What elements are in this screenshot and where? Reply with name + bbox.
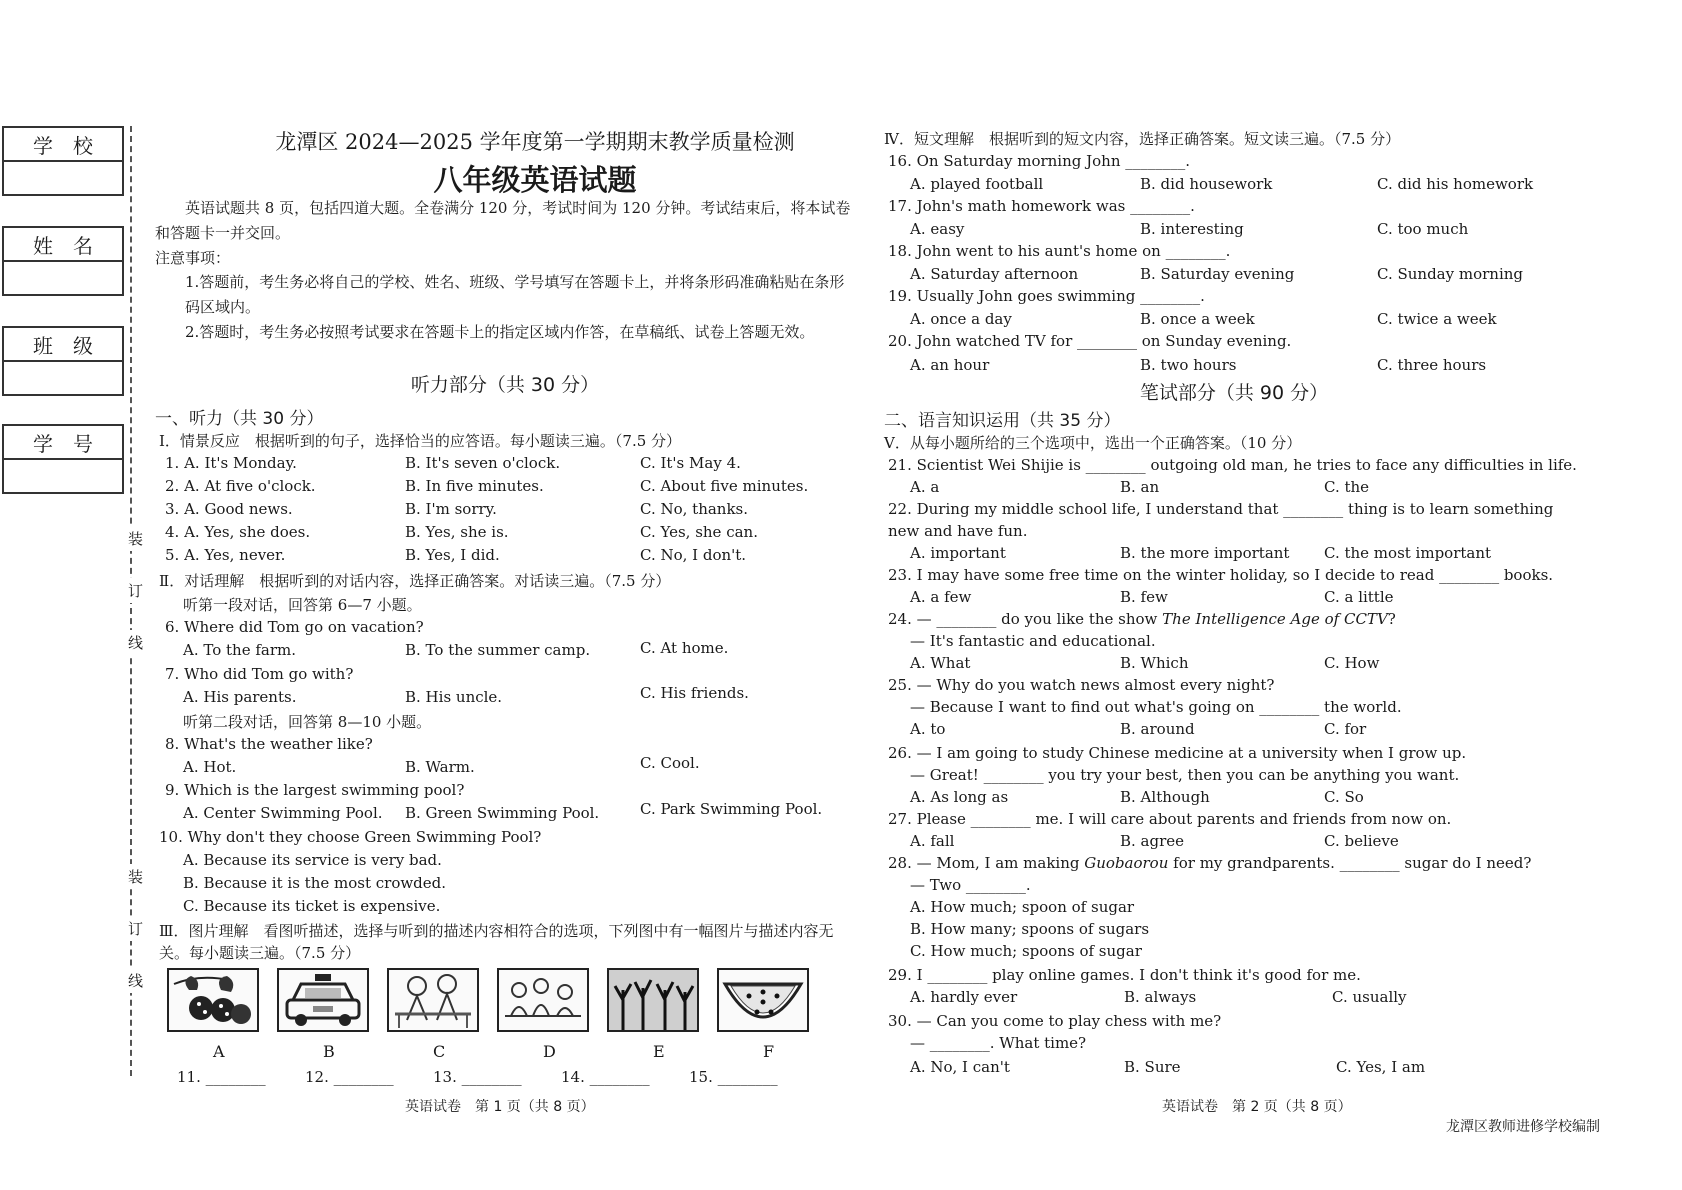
q28-option-c: C. How much; spoons of sugar	[910, 942, 1142, 960]
q17-option-b: B. interesting	[1140, 220, 1244, 238]
q28-reply: — Two ________.	[910, 876, 1031, 894]
q7-option-c: C. His friends.	[640, 684, 749, 702]
q26-stem: 26. — I am going to study Chinese medicine at a university when I grow up.	[888, 744, 1467, 762]
dialogue-2-intro: 听第二段对话，回答第 8—10 小题。	[183, 713, 432, 731]
q24-option-b: B. Which	[1120, 654, 1189, 672]
binding-char: 装	[128, 526, 143, 551]
q4-option-b: B. Yes, she is.	[405, 523, 509, 541]
q27-option-c: C. believe	[1324, 832, 1399, 850]
section-3-heading: Ⅲ．图片理解 看图听描述，选择与听到的描述内容相符合的选项，下列图中有一幅图片与描述内容无关。每小题读三遍。（7.5 分）	[159, 922, 834, 962]
q25-option-c: C. for	[1324, 720, 1367, 738]
q2-option-b: B. In five minutes.	[405, 477, 544, 495]
picture-family	[497, 968, 589, 1032]
notes-heading: 注意事项：	[155, 249, 231, 267]
q9-option-b: B. Green Swimming Pool.	[405, 804, 600, 822]
family-illustration	[499, 970, 587, 1030]
section-4-heading: Ⅳ．短文理解 根据听到的短文内容，选择正确答案。短文读三遍。（7.5 分）	[884, 130, 1401, 148]
q8-option-b: B. Warm.	[405, 758, 475, 776]
q28-dish-name: Guobaorou	[1084, 854, 1169, 872]
q24-show-title: The Intelligence Age of CCTV	[1162, 610, 1388, 628]
q18-option-c: C. Sunday morning	[1377, 265, 1524, 283]
q30-option-a: A. No, I can't	[910, 1058, 1010, 1076]
binding-char: 装	[128, 864, 143, 889]
q5-option-b: B. Yes, I did.	[405, 546, 500, 564]
class-label: 班 级	[4, 328, 122, 362]
q20-option-a: A. an hour	[910, 356, 990, 374]
q22-option-b: B. the more important	[1120, 544, 1290, 562]
answer-blank-14: 14. ________	[561, 1068, 650, 1086]
exam-title: 龙潭区 2024—2025 学年度第一学期期末教学质量检测	[275, 130, 795, 154]
q9-option-a: A. Center Swimming Pool.	[183, 804, 383, 822]
q25-option-b: B. around	[1120, 720, 1195, 738]
q23-option-a: A. a few	[910, 588, 972, 606]
q25-reply: — Because I want to find out what's going on ________ the world.	[910, 698, 1402, 716]
number-blank	[4, 460, 122, 492]
note-2: 2.答题时，考生务必按照考试要求在答题卡上的指定区域内作答，在草稿纸、试卷上答题无效。	[185, 323, 815, 341]
q16-option-a: A. played football	[910, 175, 1044, 193]
q20-option-b: B. two hours	[1140, 356, 1237, 374]
q10-option-b: B. Because it is the most crowded.	[183, 874, 447, 892]
q9-stem: 9. Which is the largest swimming pool?	[165, 781, 465, 799]
q16-option-b: B. did housework	[1140, 175, 1273, 193]
q2-option-c: C. About five minutes.	[640, 477, 809, 495]
page-1-footer: 英语试卷 第 1 页（共 8 页）	[405, 1099, 595, 1115]
q21-option-c: C. the	[1324, 478, 1370, 496]
q22-option-a: A. important	[910, 544, 1006, 562]
picture-label-f: F	[763, 1042, 775, 1061]
q8-stem: 8. What's the weather like?	[165, 735, 373, 753]
q26-reply: — Great! ________ you try your best, then you can be anything you want.	[910, 766, 1460, 784]
q28-stem	[888, 854, 1531, 872]
section-2-heading: Ⅱ．对话理解 根据听到的对话内容，选择正确答案。对话读三遍。（7.5 分）	[159, 572, 671, 590]
q19-option-c: C. twice a week	[1377, 310, 1497, 328]
q28-stem-end: for my grandparents. ________ sugar do I need?	[1173, 854, 1532, 872]
q18-option-b: B. Saturday evening	[1140, 265, 1295, 283]
q2-option-a: 2. A. At five o'clock.	[165, 477, 316, 495]
q30-stem: 30. — Can you come to play chess with me?	[888, 1012, 1222, 1030]
q1-option-a: 1. A. It's Monday.	[165, 454, 297, 472]
q26-option-a: A. As long as	[910, 788, 1009, 806]
q7-option-a: A. His parents.	[183, 688, 297, 706]
q24-option-a: A. What	[910, 654, 971, 672]
name-blank	[4, 262, 122, 294]
q24-reply: — It's fantastic and educational.	[910, 632, 1156, 650]
q21-option-a: A. a	[910, 478, 940, 496]
q20-option-c: C. three hours	[1377, 356, 1487, 374]
name-label: 姓 名	[4, 228, 122, 262]
q17-stem: 17. John's math homework was ________.	[888, 197, 1195, 215]
q18-stem: 18. John went to his aunt's home on ________.	[888, 242, 1231, 260]
q30-option-b: B. Sure	[1124, 1058, 1181, 1076]
q8-option-c: C. Cool.	[640, 754, 700, 772]
q19-option-b: B. once a week	[1140, 310, 1255, 328]
picture-strawberries	[167, 968, 259, 1032]
q28-option-b: B. How many; spoons of sugars	[910, 920, 1150, 938]
q6-option-a: A. To the farm.	[183, 641, 296, 659]
answer-blank-15: 15. ________	[689, 1068, 778, 1086]
class-box	[2, 326, 124, 396]
q27-option-a: A. fall	[910, 832, 955, 850]
picture-taxi	[277, 968, 369, 1032]
page-2-footer: 英语试卷 第 2 页（共 8 页）	[1162, 1099, 1352, 1115]
q17-option-c: C. too much	[1377, 220, 1469, 238]
q22-option-c: C. the most important	[1324, 544, 1492, 562]
q10-stem: 10. Why don't they choose Green Swimming Pool?	[159, 828, 542, 846]
q8-option-a: A. Hot.	[183, 758, 237, 776]
q28-option-a: A. How much; spoon of sugar	[910, 898, 1135, 916]
q7-stem: 7. Who did Tom go with?	[165, 665, 354, 683]
q3-option-b: B. I'm sorry.	[405, 500, 497, 518]
writing-heading: 笔试部分（共 90 分）	[1139, 382, 1329, 404]
q24-option-c: C. How	[1324, 654, 1380, 672]
answer-blank-11: 11. ________	[177, 1068, 266, 1086]
q3-option-c: C. No, thanks.	[640, 500, 749, 518]
number-box	[2, 424, 124, 494]
school-label: 学 校	[4, 128, 122, 162]
class-blank	[4, 362, 122, 394]
q3-option-a: 3. A. Good news.	[165, 500, 293, 518]
exam-subtitle: 八年级英语试题	[433, 163, 637, 197]
q19-option-a: A. once a day	[910, 310, 1012, 328]
q6-option-c: C. At home.	[640, 639, 729, 657]
picture-trees	[607, 968, 699, 1032]
school-blank	[4, 162, 122, 194]
q21-stem: 21. Scientist Wei Shijie is ________ outgoing old man, he tries to face any difficulties in life.	[888, 456, 1577, 474]
q10-option-a: A. Because its service is very bad.	[183, 851, 442, 869]
q23-option-c: C. a little	[1324, 588, 1394, 606]
q29-stem: 29. I ________ play online games. I don't think it's good for me.	[888, 966, 1361, 984]
q16-option-c: C. did his homework	[1377, 175, 1534, 193]
q19-stem: 19. Usually John goes swimming ________.	[888, 287, 1205, 305]
taxi-illustration	[279, 970, 367, 1030]
q5-option-c: C. No, I don't.	[640, 546, 747, 564]
section-5-heading: Ⅴ．从每小题所给的三个选项中，选出一个正确答案。（10 分）	[884, 434, 1302, 452]
note-1: 1.答题前，考生务必将自己的学校、姓名、班级、学号填写在答题卡上，并将条形码准确粘贴在条形码区域内。	[185, 273, 845, 316]
name-box	[2, 226, 124, 296]
q23-stem: 23. I may have some free time on the winter holiday, so I decide to read ________ books.	[888, 566, 1554, 584]
children-illustration	[389, 970, 477, 1030]
q29-option-b: B. always	[1124, 988, 1197, 1006]
binding-char: 订	[128, 578, 143, 603]
binding-char: 订	[128, 916, 143, 941]
watermelon-illustration	[719, 970, 807, 1030]
q10-option-c: C. Because its ticket is expensive.	[183, 897, 441, 915]
picture-label-c: C	[433, 1042, 446, 1061]
q1-option-c: C. It's May 4.	[640, 454, 741, 472]
q21-option-b: B. an	[1120, 478, 1160, 496]
answer-blank-12: 12. ________	[305, 1068, 394, 1086]
number-label: 学 号	[4, 426, 122, 460]
q24-stem	[888, 610, 1396, 628]
q17-option-a: A. easy	[910, 220, 965, 238]
q18-option-a: A. Saturday afternoon	[910, 265, 1079, 283]
school-box	[2, 126, 124, 196]
q29-option-c: C. usually	[1332, 988, 1407, 1006]
dialogue-1-intro: 听第一段对话，回答第 6—7 小题。	[183, 596, 422, 614]
picture-label-b: B	[323, 1042, 335, 1061]
q26-option-b: B. Although	[1120, 788, 1210, 806]
q16-stem: 16. On Saturday morning John ________.	[888, 152, 1191, 170]
q29-option-a: A. hardly ever	[910, 988, 1018, 1006]
section-1-heading: Ⅰ．情景反应 根据听到的句子，选择恰当的应答语。每小题读三遍。（7.5 分）	[159, 432, 682, 450]
q27-stem: 27. Please ________ me. I will care about parents and friends from now on.	[888, 810, 1452, 828]
picture-watermelon	[717, 968, 809, 1032]
picture-label-e: E	[653, 1042, 665, 1061]
trees-illustration	[609, 970, 697, 1030]
answer-blank-13: 13. ________	[433, 1068, 522, 1086]
q23-option-b: B. few	[1120, 588, 1168, 606]
binding-char: 线	[128, 968, 143, 993]
q25-stem: 25. — Why do you watch news almost every night?	[888, 676, 1275, 694]
q9-option-c: C. Park Swimming Pool.	[640, 800, 823, 818]
q7-option-b: B. His uncle.	[405, 688, 503, 706]
q30-reply: — ________. What time?	[910, 1034, 1087, 1052]
q6-option-b: B. To the summer camp.	[405, 641, 591, 659]
part-2-heading: 二、语言知识运用（共 35 分）	[884, 411, 1121, 431]
q4-option-a: 4. A. Yes, she does.	[165, 523, 311, 541]
picture-label-d: D	[543, 1042, 556, 1061]
q20-stem: 20. John watched TV for ________ on Sunday evening.	[888, 332, 1292, 350]
q24-stem-start: 24. — ________ do you like the show	[888, 610, 1158, 628]
q26-option-c: C. So	[1324, 788, 1364, 806]
binding-char: 线	[128, 630, 143, 655]
picture-children	[387, 968, 479, 1032]
q30-option-c: C. Yes, I am	[1336, 1058, 1426, 1076]
q25-option-a: A. to	[910, 720, 946, 738]
q6-stem: 6. Where did Tom go on vacation?	[165, 618, 424, 636]
publisher-credit: 龙潭区教师进修学校编制	[1446, 1119, 1600, 1135]
picture-label-a: A	[213, 1042, 225, 1061]
q4-option-c: C. Yes, she can.	[640, 523, 758, 541]
strawberry-illustration	[169, 970, 257, 1030]
q5-option-a: 5. A. Yes, never.	[165, 546, 286, 564]
q27-option-b: B. agree	[1120, 832, 1185, 850]
listening-heading: 听力部分（共 30 分）	[410, 374, 600, 396]
q1-option-b: B. It's seven o'clock.	[405, 454, 561, 472]
q22-stem: 22. During my middle school life, I understand that ________ thing is to learn something new and have fun.	[888, 500, 1554, 540]
intro-text: 英语试题共 8 页，包括四道大题。全卷满分 120 分，考试时间为 120 分钟。考试结束后，将本试卷和答题卡一并交回。	[155, 199, 851, 242]
q28-stem-start: 28. — Mom, I am making	[888, 854, 1080, 872]
part-1-heading: 一、听力（共 30 分）	[155, 409, 324, 429]
q24-stem-end: ?	[1387, 610, 1396, 628]
